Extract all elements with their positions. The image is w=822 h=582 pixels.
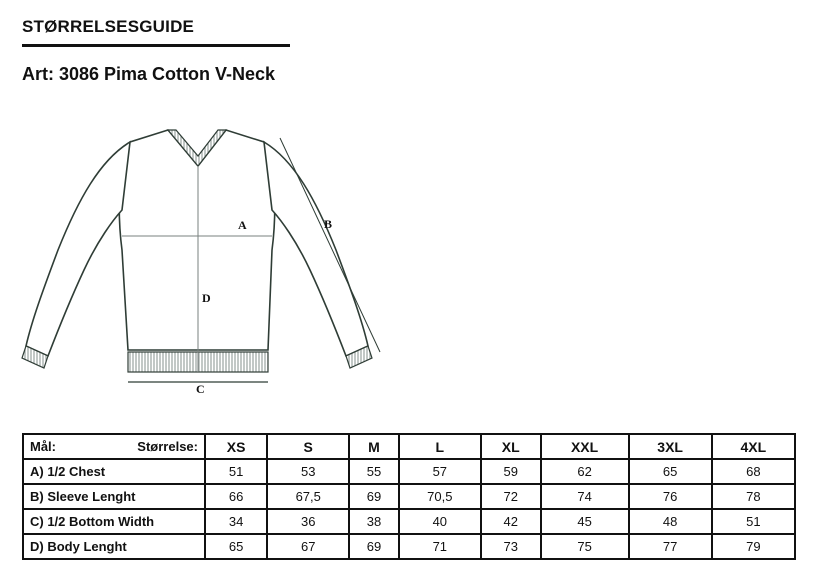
- table-cell: 66: [205, 484, 267, 509]
- table-cell: 72: [481, 484, 541, 509]
- label-c: C: [196, 382, 205, 396]
- table-row: [23, 459, 795, 484]
- page-title: STØRRELSESGUIDE: [22, 17, 195, 36]
- table-row: [23, 484, 795, 509]
- measure-line-b: [280, 138, 380, 352]
- table-cell: 71: [399, 534, 481, 559]
- row-label: B) Sleeve Lenght: [23, 484, 205, 509]
- table-cell: 77: [629, 534, 712, 559]
- size-header: L: [399, 434, 481, 459]
- left-sleeve: [26, 142, 130, 356]
- right-sleeve: [264, 142, 368, 356]
- row-label: D) Body Lenght: [23, 534, 205, 559]
- size-header: XL: [481, 434, 541, 459]
- table-cell: 36: [267, 509, 349, 534]
- title-underline: [22, 44, 290, 47]
- table-cell: 62: [541, 459, 629, 484]
- table-cell: 51: [712, 509, 795, 534]
- article-title: Art: 3086 Pima Cotton V-Neck: [22, 64, 276, 84]
- table-cell: 78: [712, 484, 795, 509]
- table-cell: 53: [267, 459, 349, 484]
- table-cell: 79: [712, 534, 795, 559]
- table-cell: 69: [349, 484, 399, 509]
- size-header: XXL: [541, 434, 629, 459]
- table-cell: 42: [481, 509, 541, 534]
- table-cell: 75: [541, 534, 629, 559]
- table-cell: 59: [481, 459, 541, 484]
- table-cell: 48: [629, 509, 712, 534]
- size-chart-table: [22, 433, 796, 560]
- table-corner-header: [23, 434, 205, 459]
- table-cell: 70,5: [399, 484, 481, 509]
- table-cell: 73: [481, 534, 541, 559]
- label-b: B: [324, 217, 333, 231]
- table-row: [23, 534, 795, 559]
- table-cell: 67: [267, 534, 349, 559]
- table-cell: 65: [205, 534, 267, 559]
- table-cell: 68: [712, 459, 795, 484]
- size-header: XS: [205, 434, 267, 459]
- size-header: S: [267, 434, 349, 459]
- label-d: D: [202, 291, 211, 305]
- table-cell: 67,5: [267, 484, 349, 509]
- table-cell: 55: [349, 459, 399, 484]
- table-cell: 34: [205, 509, 267, 534]
- size-header: M: [349, 434, 399, 459]
- size-header: 3XL: [629, 434, 712, 459]
- table-cell: 45: [541, 509, 629, 534]
- row-label: C) 1/2 Bottom Width: [23, 509, 205, 534]
- row-label: A) 1/2 Chest: [23, 459, 205, 484]
- table-cell: 65: [629, 459, 712, 484]
- table-cell: 40: [399, 509, 481, 534]
- table-cell: 51: [205, 459, 267, 484]
- sweater-measurement-diagram: [18, 120, 398, 405]
- table-row: [23, 509, 795, 534]
- label-a: A: [238, 218, 247, 232]
- table-cell: 69: [349, 534, 399, 559]
- table-cell: 57: [399, 459, 481, 484]
- table-header-row: [23, 434, 795, 459]
- size-header: 4XL: [712, 434, 795, 459]
- table-cell: 76: [629, 484, 712, 509]
- table-cell: 38: [349, 509, 399, 534]
- measure-heading: Mål:: [30, 439, 56, 454]
- size-heading: Størrelse:: [137, 439, 198, 454]
- table-cell: 74: [541, 484, 629, 509]
